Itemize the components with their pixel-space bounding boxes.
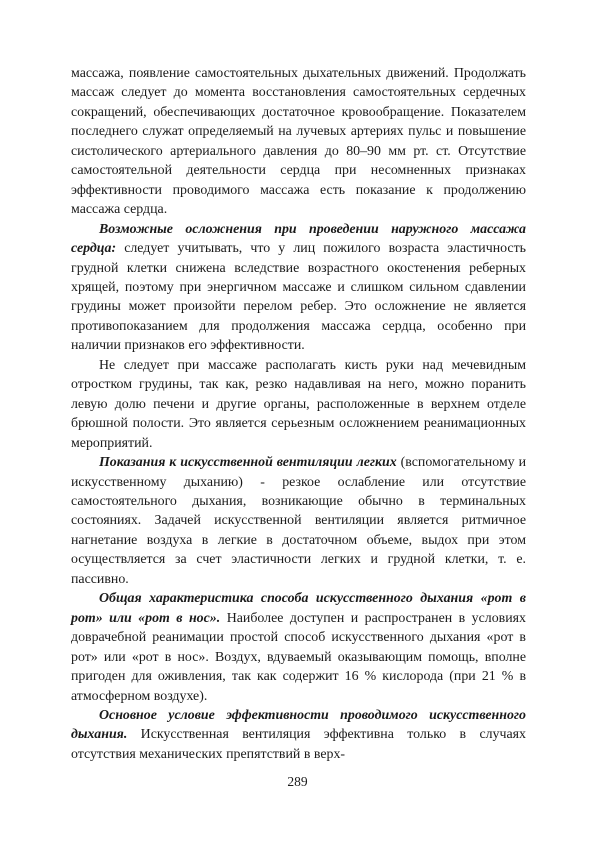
paragraph-heading: Возможные осложнения при проведении наружного массажа сердца: [71, 221, 526, 257]
paragraph-text: (вспомогательному и искусственному дыханию) - резкое ослабление или отсутствие самостоятельного дыхания, возникающие обычно в терминальных состояниях. Задачей искусственной вентиляции является ритмичное нагнетание воздуха в легкие в достаточном объеме, выдох при этом осуществляется за счет эластичности легких и грудной клетки, т. е. пассивно. [71, 455, 527, 587]
page-body [71, 64, 526, 764]
page-number: 289 [287, 774, 308, 789]
paragraph-ventilation-indications [71, 453, 526, 589]
paragraph-text: следует учитывать, что у лиц пожилого возраста эластичность грудной клетки снижена вследствие возрастного окостенения реберных хрящей, поэтому при энергичном массаже и слишком сильном сдавлении грудины может произойти перелом ребер. Это осложнение не является противопоказанием для продолжения массажа сердца, особенно при наличии признаков его эффективности. [71, 241, 526, 354]
paragraph-mouth-to-mouth [71, 589, 526, 706]
paragraph-massage-complications [71, 220, 526, 356]
paragraph-hand-placement [71, 356, 526, 453]
paragraph-text: Искусственная вентиляция эффективна только в случаях отсутствия механических препятствий в верх- [71, 727, 526, 762]
paragraph-continuation [71, 64, 526, 220]
paragraph-heading: Общая характеристика способа искусственного дыхания «рот в рот» или «рот в нос». [71, 591, 526, 626]
paragraph-text: Наиболее доступен и распространен в условиях доврачебной реанимации простой способ искусственного дыхания «рот в рот» или «рот в нос». Воздух, вдуваемый оказывающим помощь, вполне пригоден для оживления, так как содержит 16 % кислорода (при 21 % в атмосферном воздухе). [71, 610, 526, 704]
paragraph-main-condition [71, 706, 526, 764]
paragraph-text: Не следует при массаже располагать кисть руки над мечевидным отростком грудины, так как, резко надавливая на него, можно поранить левую долю печени и другие органы, расположенные в верхнем отделе брюшной полости. Это является серьезным осложнением реанимационных мероприятий. [71, 357, 526, 451]
paragraph-text: массажа, появление самостоятельных дыхательных движений. Продолжать массаж следует до момента восстановления самостоятельных сердечных сокращений, обеспечивающих достаточное кровообращение. Показателем последнего служат определяемый на лучевых артериях пульс и повышение систолического артериального давления до 80–90 мм рт. ст. Отсутствие самостоятельной деятельности сердца при несомненных признаках эффективности проводимого массажа есть показание к продолжению массажа сердца. [71, 66, 526, 218]
paragraph-heading: Показания к искусственной вентиляции легких [99, 455, 397, 471]
paragraph-heading: Основное условие эффективности проводимого искусственного дыхания. [71, 707, 526, 743]
